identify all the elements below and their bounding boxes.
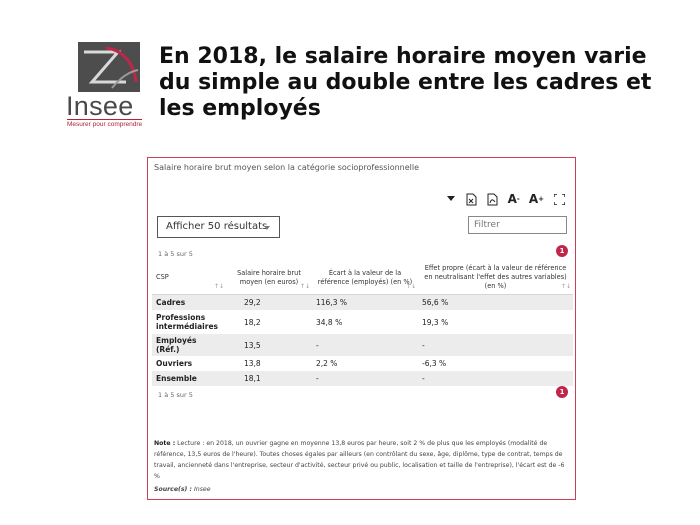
logo-tagline: Mesurer pour comprendre [67, 121, 143, 128]
pagination-page-bottom[interactable]: 1 [556, 386, 568, 398]
page-headline: En 2018, le salaire horaire moyen varie du simple au double entre les cadres et les employés [159, 44, 652, 121]
file-excel-icon[interactable] [466, 192, 478, 206]
sort-icon[interactable]: ↑↓ [213, 283, 224, 290]
cell-salaire: 18,2 [244, 317, 261, 327]
cell-ecart: 2,2 % [316, 359, 338, 368]
cell-csp: Cadres [152, 295, 226, 311]
cell-csp: Employés (Réf.) [152, 334, 226, 356]
fullscreen-icon[interactable] [553, 192, 565, 206]
column-header-effet[interactable]: Effet propre (écart à la valeur de référence en neutralisant l'effet des autres variables) (en %) ↑↓ [418, 261, 573, 295]
table-note [154, 438, 572, 482]
table-header-row [152, 261, 573, 295]
cell-ecart: 116,3 % [312, 295, 418, 311]
cell-salaire: 18,1 [226, 371, 312, 386]
insee-logo-mark [78, 42, 140, 92]
table-source [154, 486, 211, 493]
pagination-page-top[interactable]: 1 [556, 245, 568, 257]
result-count-bottom: 1 à 5 sur 5 [158, 391, 193, 399]
column-header-ecart[interactable]: Écart à la valeur de la référence (employés) (en %) ↑↓ [312, 261, 418, 295]
font-decrease-icon[interactable]: A - [507, 192, 520, 206]
sort-icon[interactable]: ↑↓ [560, 283, 571, 290]
cell-ecart: - [312, 334, 418, 356]
table-title: Salaire horaire brut moyen selon la catégorie socioprofessionnelle [154, 163, 420, 172]
column-header-csp[interactable]: CSP ↑↓ [152, 261, 226, 295]
note-label: Note : [154, 440, 176, 447]
cell-effet: - [418, 334, 573, 356]
font-increase-icon[interactable]: A + [528, 192, 544, 206]
insee-logo [66, 42, 146, 132]
page-size-value: Afficher 50 résultats [166, 221, 268, 232]
table-toolbar [445, 192, 565, 206]
cell-ecart: 34,8 % [316, 317, 343, 327]
cell-effet: -6,3 % [422, 359, 447, 368]
chevron-down-icon [264, 226, 270, 230]
note-text: Lecture : en 2018, un ouvrier gagne en moyenne 13,8 euros par heure, soit 2 % de plus que les employés (modalité de référence, 13,5 euros de l'heure). Toutes choses égales par ailleurs (en contrôlant du sexe, âge, diplôme, type de contrat, temps de travail, ancienneté dans l'entreprise, secteur d'activité, secteur privé ou public, localisation et taille de l'entreprise), l'écart est de -6 % [154, 440, 565, 480]
cell-csp: Ouvriers [156, 359, 193, 368]
cell-salaire: 13,8 [244, 359, 261, 368]
data-table-card [147, 157, 576, 500]
column-header-salaire[interactable]: Salaire horaire brut moyen (en euros) ↑↓ [226, 261, 312, 295]
source-text: Insee [192, 486, 211, 493]
table-row [152, 310, 573, 334]
result-count-top: 1 à 5 sur 5 [158, 250, 193, 258]
table-row [152, 295, 573, 311]
table-row [152, 371, 573, 386]
page-size-select[interactable] [157, 216, 280, 238]
cell-csp: Ensemble [152, 371, 226, 386]
filter-input[interactable] [468, 216, 567, 234]
cell-csp: Professions intermédiaires [156, 313, 219, 331]
cell-effet: 19,3 % [422, 317, 449, 327]
cell-effet: - [418, 371, 573, 386]
file-pdf-icon[interactable] [487, 192, 499, 206]
cell-salaire: 29,2 [226, 295, 312, 311]
sort-icon[interactable]: ↑↓ [299, 283, 310, 290]
table-row [152, 334, 573, 356]
sort-icon[interactable]: ↑↓ [405, 283, 416, 290]
cell-effet: 56,6 % [418, 295, 573, 311]
logo-wordmark: Insee [66, 91, 134, 121]
cell-ecart: - [312, 371, 418, 386]
caret-down-icon[interactable] [445, 192, 457, 206]
data-table [152, 261, 573, 386]
cell-salaire: 13,5 [226, 334, 312, 356]
table-row [152, 356, 573, 371]
source-label: Source(s) : [154, 486, 192, 493]
